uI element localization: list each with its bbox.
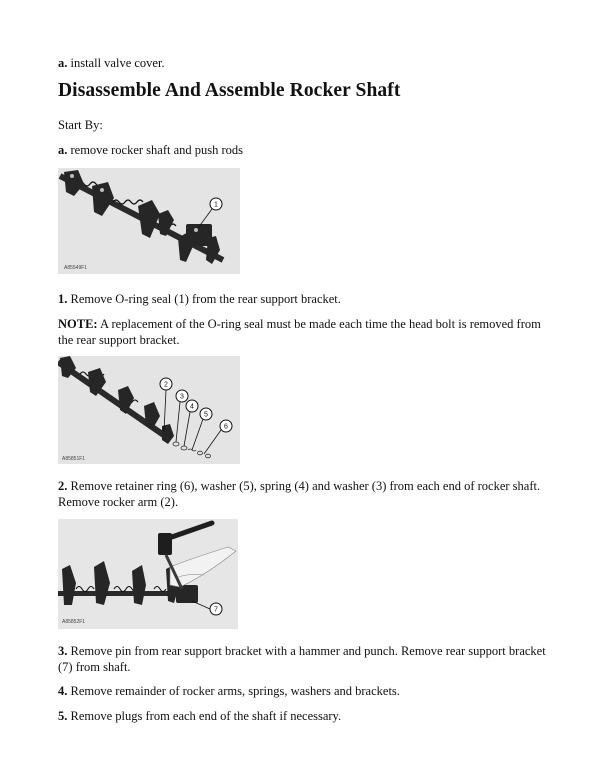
note xyxy=(58,316,548,348)
step-3 xyxy=(58,643,548,675)
figure-rocker-shaft-oring xyxy=(58,168,240,274)
step-5 xyxy=(58,708,548,724)
figure-code: A85851F1 xyxy=(62,456,86,462)
callout-7: 7 xyxy=(214,606,218,614)
step-text: remove rocker shaft and push rods xyxy=(70,143,244,157)
callout-5: 5 xyxy=(204,411,208,419)
callout-2: 2 xyxy=(164,381,168,389)
callout-6: 6 xyxy=(224,423,228,431)
step-number: a. xyxy=(58,143,68,157)
step-text: Remove retainer ring (6), washer (5), spring (4) and washer (3) from each end of rocker shaft. Remove rocker arm (2). xyxy=(58,479,541,509)
rocker-shaft-photo-2 xyxy=(58,356,240,464)
rocker-shaft-photo-1 xyxy=(58,168,240,274)
step-number: 2. xyxy=(58,479,68,493)
start-step xyxy=(58,142,548,158)
section-title: Disassemble And Assemble Rocker Shaft xyxy=(58,80,401,101)
note-text: A replacement of the O-ring seal must be made each time the head bolt is removed from the rear support bracket. xyxy=(58,317,541,347)
step-text: Remove O-ring seal (1) from the rear support bracket. xyxy=(70,292,341,306)
step-number: a. xyxy=(58,56,68,70)
step-text: Remove pin from rear support bracket with a hammer and punch. Remove rear support bracket (7) from shaft. xyxy=(58,644,546,674)
rocker-shaft-photo-3 xyxy=(58,519,238,629)
figure-code: A85549F1 xyxy=(64,265,88,271)
step-number: 1. xyxy=(58,292,68,306)
step-text: install valve cover. xyxy=(70,56,165,70)
step-4 xyxy=(58,683,548,699)
figure-rocker-arm-removal xyxy=(58,356,240,464)
figure-support-bracket-pin xyxy=(58,519,238,629)
step-number: 3. xyxy=(58,644,68,658)
install-step xyxy=(58,55,548,71)
step-number: 5. xyxy=(58,709,68,723)
step-2 xyxy=(58,478,548,510)
step-number: 4. xyxy=(58,684,68,698)
figure-code: A85852F1 xyxy=(62,619,86,625)
start-by-label: Start By: xyxy=(58,118,103,132)
callout-1: 1 xyxy=(214,201,218,209)
callout-4: 4 xyxy=(190,403,194,411)
note-label: NOTE: xyxy=(58,317,98,331)
step-text: Remove remainder of rocker arms, springs, washers and brackets. xyxy=(70,684,400,698)
step-1 xyxy=(58,291,548,307)
step-text: Remove plugs from each end of the shaft if necessary. xyxy=(70,709,342,723)
callout-3: 3 xyxy=(180,393,184,401)
